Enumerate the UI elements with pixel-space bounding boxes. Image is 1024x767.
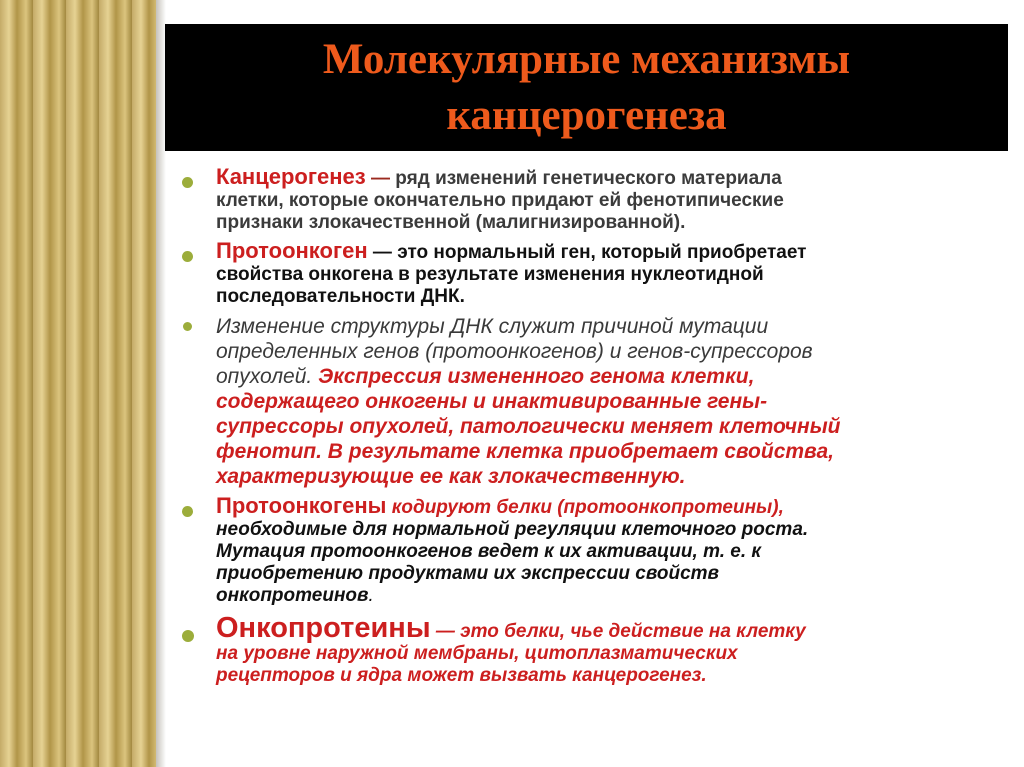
bullet-dot-icon [182,630,194,642]
decorative-stripes [0,0,156,767]
bullet-dot-icon [182,177,193,188]
list-item [180,166,1000,234]
item-text: Изменение структуры ДНК служит причиной мутации определенных генов (протоонкогенов) и генов-супрессоров опухолей. Экспрессия измененного генома клетки, содержащего онкогены и инактивированные гены- супрессоры опухолей, патологически меняет клеточный фенотип. В результате клетка приобретает свойства, характеризующие ее как злокачественную. [216,315,841,488]
term-protooncogenes: Протоонкогены [216,493,387,518]
title-line-2: канцерогенеза [446,91,727,139]
term-protooncogene: Протоонкоген [216,238,368,263]
list-item [180,495,1000,607]
list-item [180,240,1000,308]
term-carcinogenesis: Канцерогенез [216,164,366,189]
title-banner [165,24,1008,151]
item-text: Онкопротеины — это белки, чье действие на клетку на уровне наружной мембраны, цитоплазматических рецепторов и ядра может вызвать канцерогенез. [216,612,806,686]
bullet-dot-icon [182,251,193,262]
list-item [180,612,1000,687]
item-text: Канцерогенез — ряд изменений генетического материала клетки, которые окончательно придают ей фенотипические признаки злокачественной (малигнизированной). [216,164,784,233]
bullet-list [180,166,1000,693]
item-text: Протоонкоген — это нормальный ген, который приобретает свойства онкогена в результате изменения нуклеотидной последовательности ДНК. [216,238,807,307]
title-line-1: Молекулярные механизмы [322,35,851,83]
list-item [180,314,1000,489]
item-text: Протоонкогены кодируют белки (протоонкопротеины), необходимые для нормальной регуляции клеточного роста. Мутация протоонкогенов ведет к их активации, т. е. к приобретению продуктами их экспрессии свойств онкопротеинов. [216,493,809,606]
term-oncoproteins: Онкопротеины [216,612,431,644]
slide-title [323,32,850,144]
bullet-dot-icon [183,322,192,331]
bullet-dot-icon [182,506,193,517]
